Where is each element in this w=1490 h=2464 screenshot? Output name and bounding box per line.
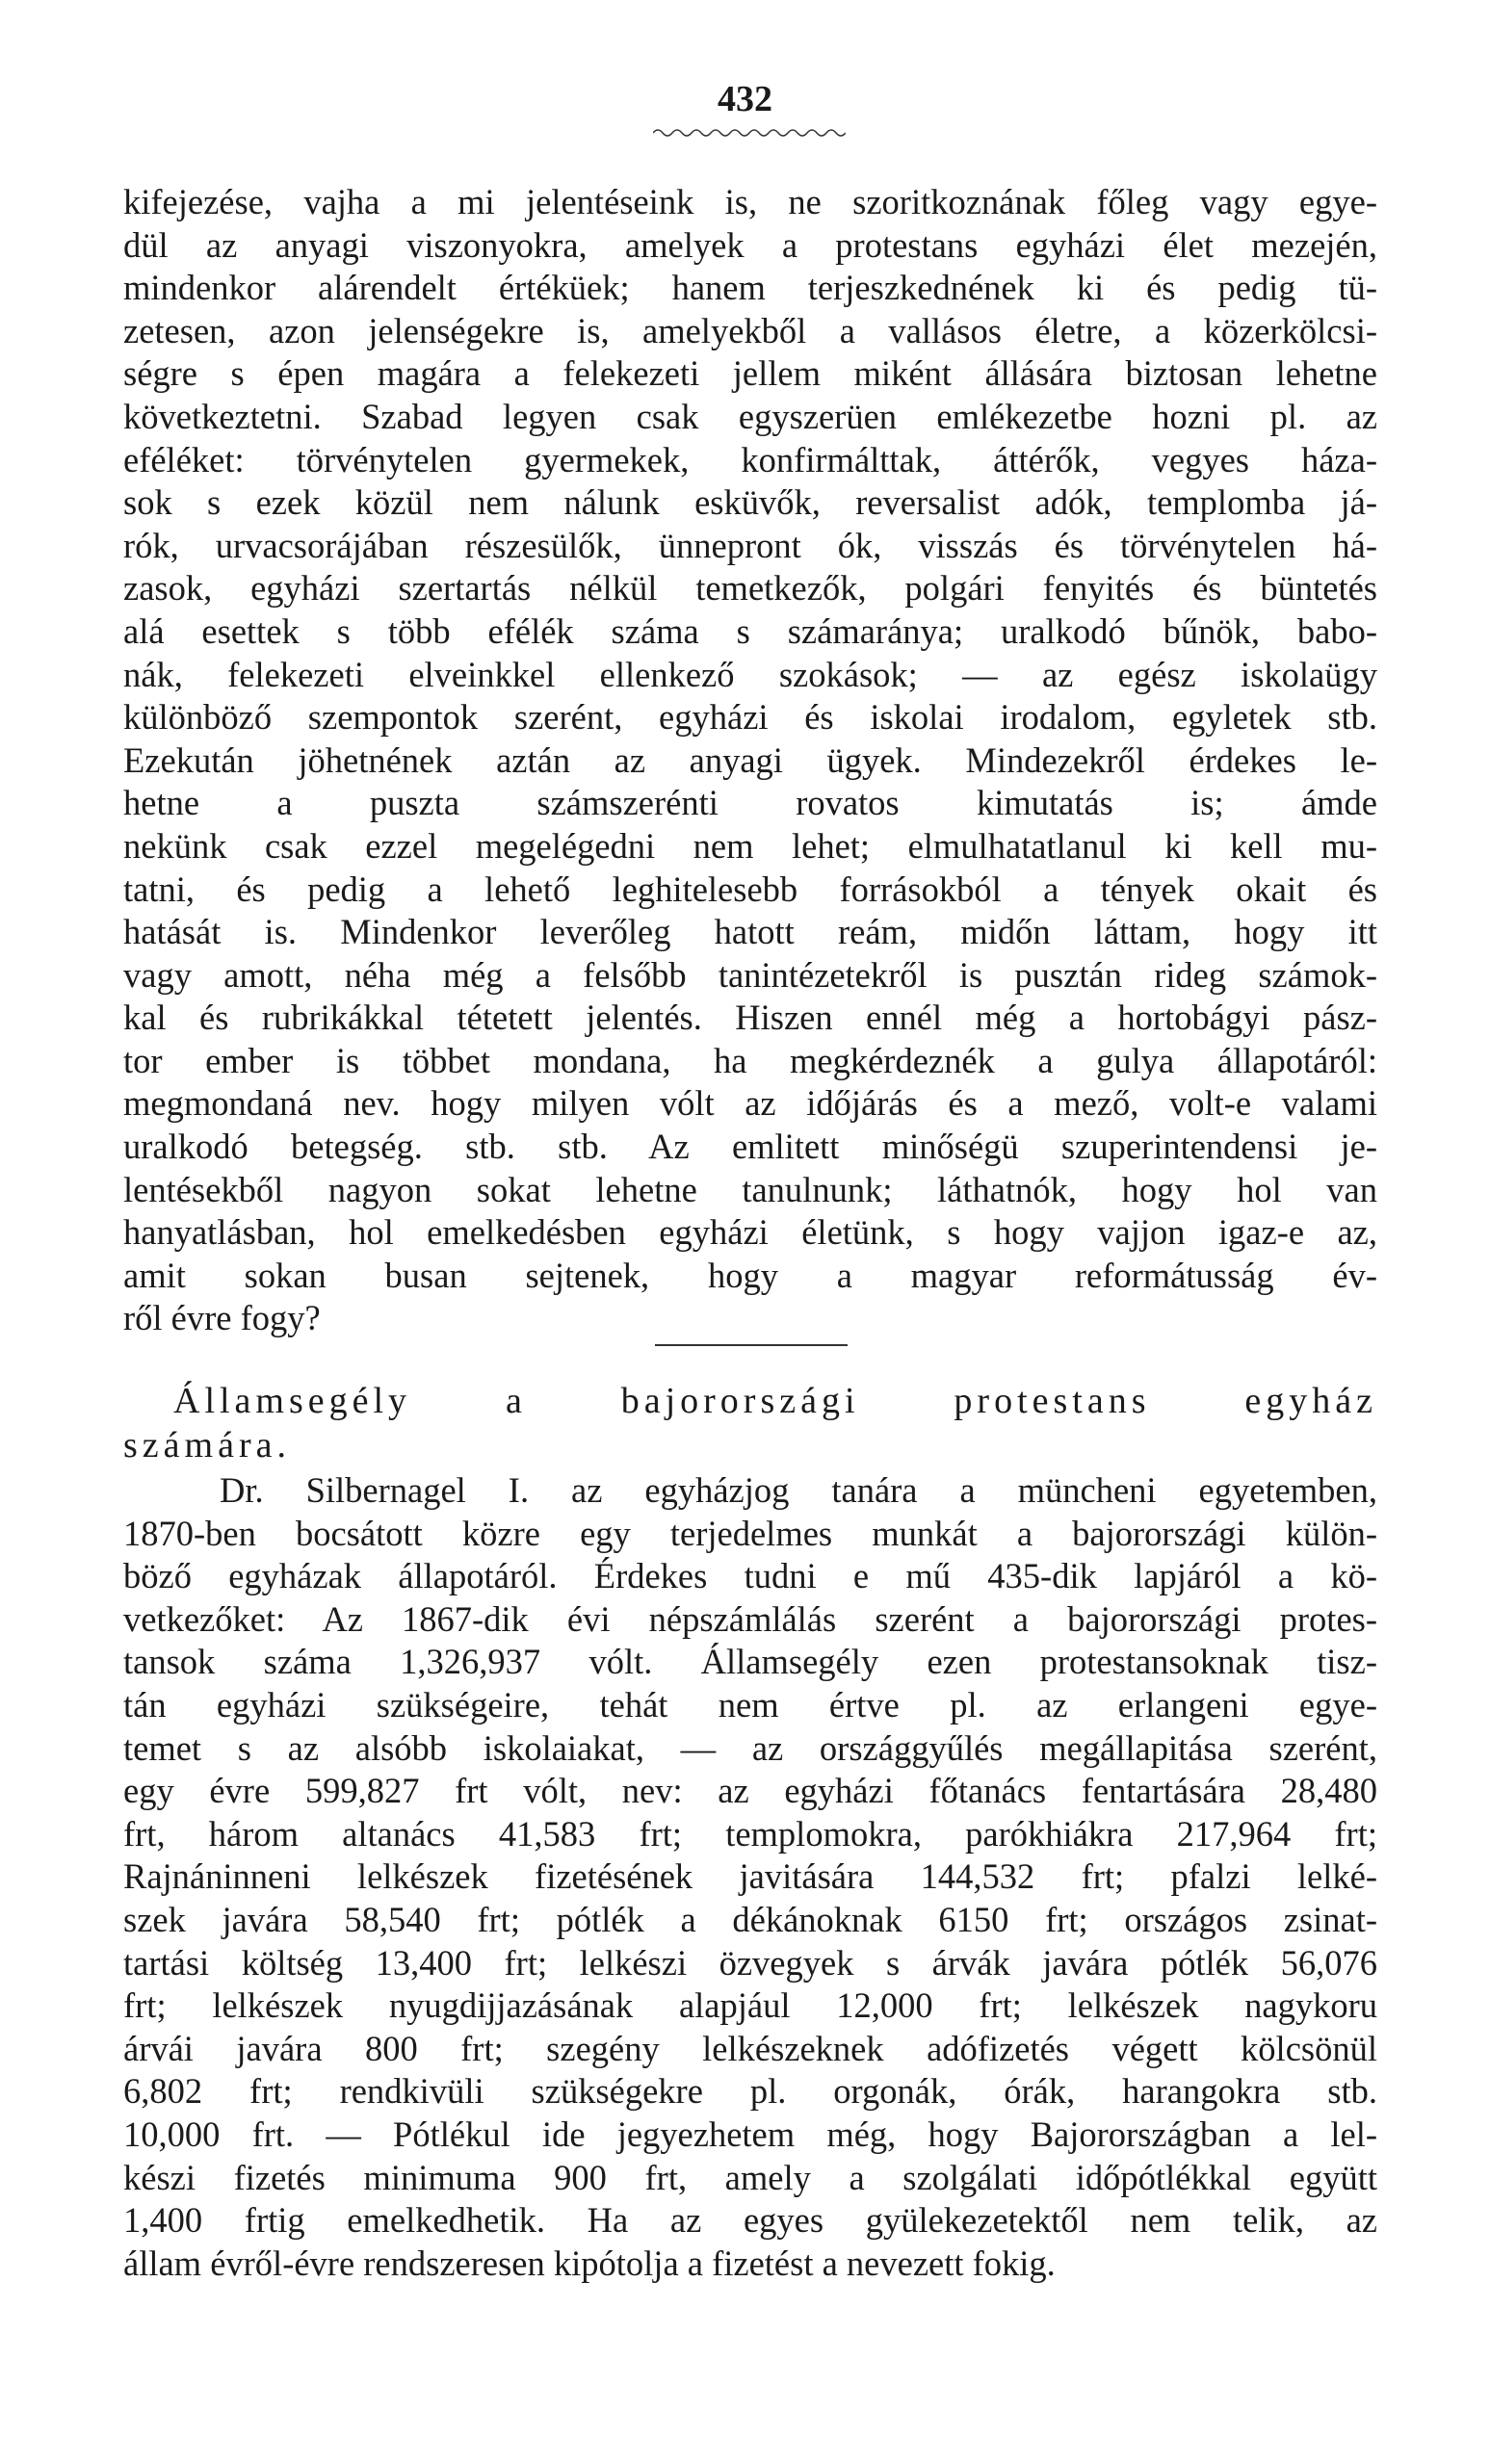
text-line: vagy amott, néha még a felsőbb tanintézetekről is pusztán rideg számok- — [123, 954, 1377, 995]
text-line: tartási költség 13,400 frt; lelkészi özvegyek s árvák javára pótlék 56,076 — [123, 1942, 1377, 1983]
text-line: vetkezőket: Az 1867-dik évi népszámlálás szerént a bajorországi protes- — [123, 1598, 1377, 1639]
text-line: zetesen, azon jelenségekre is, amelyekből a vallásos életre, a közerkölcsi- — [123, 310, 1377, 350]
heading-line-1: Államsegély a bajorországi protestans egyház — [173, 1381, 1377, 1421]
text-line: alá esettek s több efélék száma s számaránya; uralkodó bűnök, babo- — [123, 610, 1377, 651]
text-line: lentésekből nagyon sokat lehetne tanulnunk; láthatnók, hogy hol van — [123, 1169, 1377, 1209]
text-line: rók, urvacsorájában részesülők, ünnepront ók, visszás és törvénytelen há- — [123, 525, 1377, 565]
text-line: nák, felekezeti elveinkkel ellenkező szokások; — az egész iskolaügy — [123, 654, 1377, 694]
text-line: Dr. Silbernagel I. az egyházjog tanára a müncheni egyetemben, — [220, 1470, 1377, 1510]
text-line: készi fizetés minimuma 900 frt, amely a szolgálati időpótlékkal együtt — [123, 2157, 1377, 2197]
text-line: temet s az alsóbb iskolaiakat, — az országgyűlés megállapitása szerént, — [123, 1727, 1377, 1768]
text-line: hanyatlásban, hol emelkedésben egyházi életünk, s hogy vajjon igaz-e az, — [123, 1212, 1377, 1253]
text-line: megmondaná nev. hogy milyen vólt az időjárás és a mező, volt-e valami — [123, 1083, 1377, 1124]
text-line: különböző szempontok szerént, egyházi és iskolai irodalom, egyletek stb. — [123, 697, 1377, 738]
text-line: zasok, egyházi szertartás nélkül temetkezők, polgári fenyités és büntetés — [123, 568, 1377, 609]
text-line: sok s ezek közül nem nálunk esküvők, reversalist adók, templomba já- — [123, 482, 1377, 523]
text-line: hatását is. Mindenkor leverőleg hatott reám, midőn láttam, hogy itt — [123, 912, 1377, 952]
text-line: hetne a puszta számszerénti rovatos kimutatás is; ámde — [123, 783, 1377, 823]
section-divider — [655, 1344, 848, 1346]
heading-line-2: számára. — [123, 1425, 291, 1465]
paragraph-1 — [123, 181, 1377, 1340]
text-line: uralkodó betegség. stb. stb. Az emlitett minőségü szuperintendensi je- — [123, 1127, 1377, 1167]
text-line: árvái javára 800 frt; szegény lelkészeknek adófizetés végett kölcsönül — [123, 2028, 1377, 2068]
text-line: tansok száma 1,326,937 vólt. Államsegély ezen protestansoknak tisz- — [123, 1642, 1377, 1682]
text-line: amit sokan busan sejtenek, hogy a magyar reformátusság év- — [123, 1255, 1377, 1295]
text-line: kal és rubrikákkal tétetett jelentés. Hiszen ennél még a hortobágyi pász- — [123, 998, 1377, 1038]
text-line: eféléket: törvénytelen gyermekek, konfirmálttak, áttérők, vegyes háza- — [123, 439, 1377, 480]
page-number: 432 — [718, 79, 772, 119]
text-line: nekünk csak ezzel megelégedni nem lehet; elmulhatatlanul ki kell mu- — [123, 825, 1377, 866]
text-line: tor ember is többet mondana, ha megkérdeznék a gulya állapotáról: — [123, 1040, 1377, 1080]
text-line: állam évről-évre rendszeresen kipótolja a fizetést a nevezett fokig. — [123, 2243, 1056, 2283]
text-line: egy évre 599,827 frt vólt, nev: az egyházi főtanács fentartására 28,480 — [123, 1771, 1377, 1811]
text-line: 1,400 frtig emelkedhetik. Ha az egyes gyülekezetektől nem telik, az — [123, 2200, 1377, 2241]
text-line: tatni, és pedig a lehető leghitelesebb forrásokból a tények okait és — [123, 869, 1377, 909]
text-line: böző egyházak állapotáról. Érdekes tudni e mű 435-dik lapjáról a kö- — [123, 1556, 1377, 1596]
text-line: frt; lelkészek nyugdijjazásának alapjául 12,000 frt; lelkészek nagykoru — [123, 1985, 1377, 2026]
text-line: dül az anyagi viszonyokra, amelyek a protestans egyházi élet mezején, — [123, 224, 1377, 265]
text-line: Rajnáninneni lelkészek fizetésének javitására 144,532 frt; pfalzi lelké- — [123, 1856, 1377, 1897]
text-line: kifejezése, vajha a mi jelentéseink is, ne szoritkoznának főleg vagy egye- — [123, 182, 1377, 221]
text-line: Ezekután jöhetnének aztán az anyagi ügyek. Mindezekről érdekes le- — [123, 739, 1377, 780]
paragraph-2 — [123, 1469, 1377, 2285]
text-line: szek javára 58,540 frt; pótlék a dékánoknak 6150 frt; országos zsinat- — [123, 1899, 1377, 1939]
text-line: következtetni. Szabad legyen csak egyszerüen emlékezetbe hozni pl. az — [123, 396, 1377, 436]
section-heading — [123, 1379, 1377, 1467]
text-line: mindenkor alárendelt értéküek; hanem terjeszkednének ki és pedig tü- — [123, 268, 1377, 308]
text-line: 1870-ben bocsátott közre egy terjedelmes munkát a bajorországi külön- — [123, 1513, 1377, 1553]
text-line: frt, három altanács 41,583 frt; templomokra, parókhiákra 217,964 frt; — [123, 1813, 1377, 1854]
text-line: ről évre fogy? — [123, 1298, 321, 1338]
text-line: 6,802 frt; rendkivüli szükségekre pl. orgonák, órák, harangokra stb. — [123, 2071, 1377, 2112]
ornament-rule-icon — [653, 123, 846, 143]
text-line: 10,000 frt. — Pótlékul ide jegyezhetem még, hogy Bajorországban a lel- — [123, 2114, 1377, 2154]
text-line: tán egyházi szükségeire, tehát nem értve pl. az erlangeni egye- — [123, 1684, 1377, 1725]
text-line: ségre s épen magára a felekezeti jellem miként állására biztosan lehetne — [123, 353, 1377, 394]
